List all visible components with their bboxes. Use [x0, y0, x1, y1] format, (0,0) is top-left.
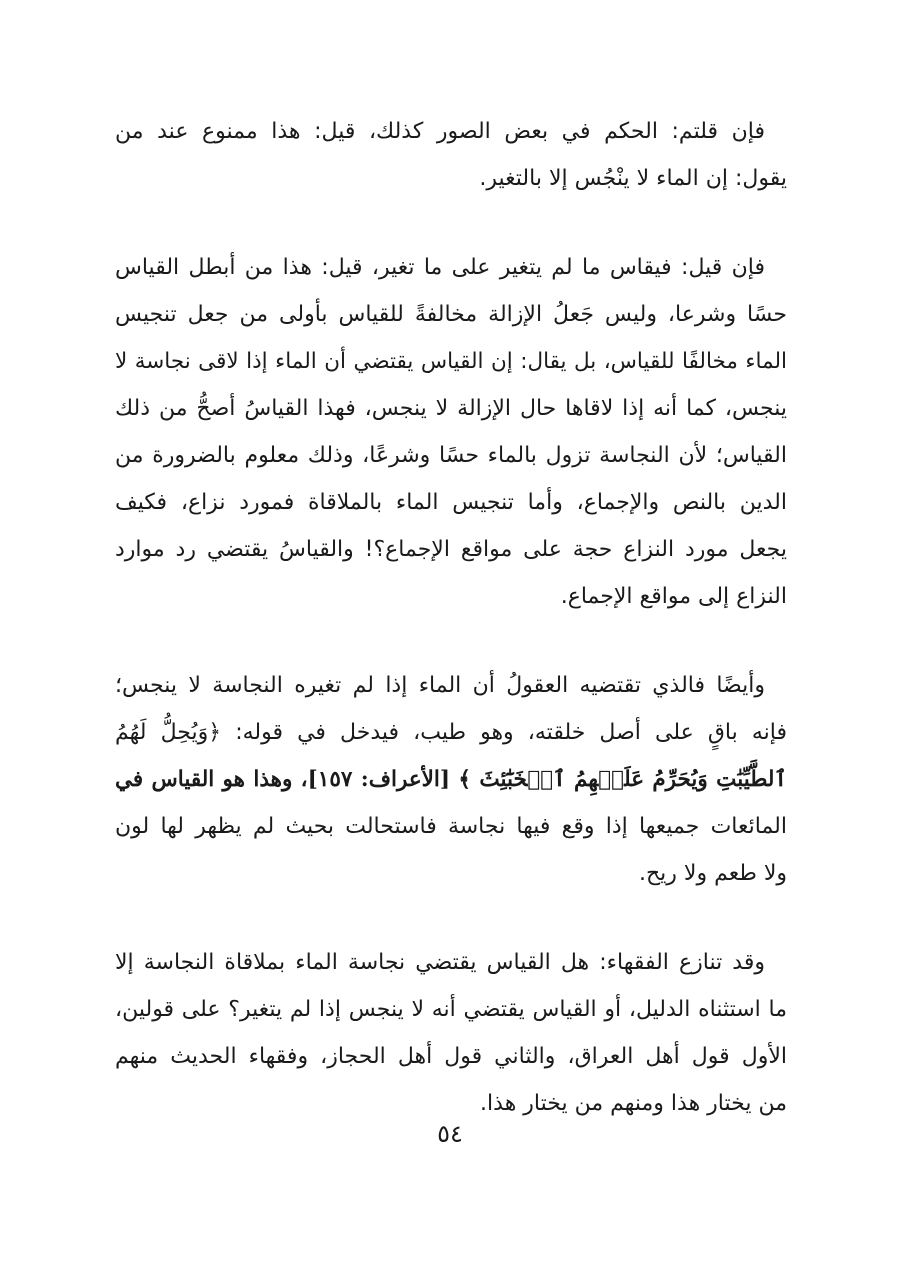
- paragraph-gap: [115, 202, 787, 244]
- text-line: فإن قيل: فيقاس ما لم يتغير على ما تغير، قيل: هذا من أبطل القياس: [115, 255, 765, 280]
- text-line: وأيضًا فالذي تقتضيه العقولُ أن الماء إذا لم تغيره النجاسة لا ينجس؛: [115, 673, 765, 698]
- paragraph-gap: [115, 620, 787, 662]
- text-line: فإنه باقٍ على أصل خلقته، وهو طيب، فيدخل في قوله: ﴿وَيُحِلُّ لَهُمُ: [115, 720, 787, 745]
- text-line: يجعل مورد النزاع حجة على مواقع الإجماع؟! والقياسُ يقتضي رد موارد: [115, 537, 787, 562]
- text-line: فإن قلتم: الحكم في بعض الصور كذلك، قيل: هذا ممنوع عند من: [115, 119, 765, 144]
- paragraph-3: [115, 662, 787, 897]
- text-line: حسًا وشرعا، وليس جَعلُ الإزالة مخالفةً للقياس بأولى من جعل تنجيس: [115, 302, 787, 327]
- paragraph-4: [115, 939, 787, 1127]
- paragraph-1: [115, 108, 787, 202]
- quran-verse-line: ٱلطَّيِّبَٰتِ وَيُحَرِّمُ عَلَيۡهِمُ ٱلۡخَبَٰٓئِثَ ﴾ [الأعراف: ١٥٧]، وهذا هو القياس في: [115, 767, 787, 792]
- text-line: ولا طعم ولا ريح.: [638, 861, 787, 886]
- page-number: ٥٤: [437, 1120, 463, 1148]
- text-line: يقول: إن الماء لا ينْجُس إلا بالتغير.: [479, 166, 787, 191]
- text-line: الأول قول أهل العراق، والثاني قول أهل الحجاز، وفقهاء الحديث منهم: [115, 1044, 787, 1069]
- text-line: الدين بالنص والإجماع، وأما تنجيس الماء بالملاقاة فمورد نزاع، فكيف: [115, 490, 787, 515]
- text-line: المائعات جميعها إذا وقع فيها نجاسة فاستحالت بحيث لم يظهر لها لون: [115, 814, 787, 839]
- text-line: من يختار هذا ومنهم من يختار هذا.: [480, 1091, 787, 1116]
- text-line: ما استثناه الدليل، أو القياس يقتضي أنه لا ينجس إذا لم يتغير؟ على قولين،: [115, 997, 787, 1022]
- text-line: القياس؛ لأن النجاسة تزول بالماء حسًا وشرعًا، وذلك معلوم بالضرورة من: [115, 443, 787, 468]
- text-line: الماء مخالفًا للقياس، بل يقال: إن القياس يقتضي أن الماء إذا لاقى نجاسة لا: [115, 349, 787, 374]
- paragraph-gap: [115, 897, 787, 939]
- text-line: ينجس، كما أنه إذا لاقاها حال الإزالة لا ينجس، فهذا القياسُ أصحُّ من ذلك: [115, 396, 787, 421]
- text-line: النزاع إلى مواقع الإجماع.: [560, 584, 787, 609]
- paragraph-2: [115, 244, 787, 620]
- page-body: [115, 108, 787, 1127]
- text-line: وقد تنازع الفقهاء: هل القياس يقتضي نجاسة الماء بملاقاة النجاسة إلا: [115, 950, 765, 975]
